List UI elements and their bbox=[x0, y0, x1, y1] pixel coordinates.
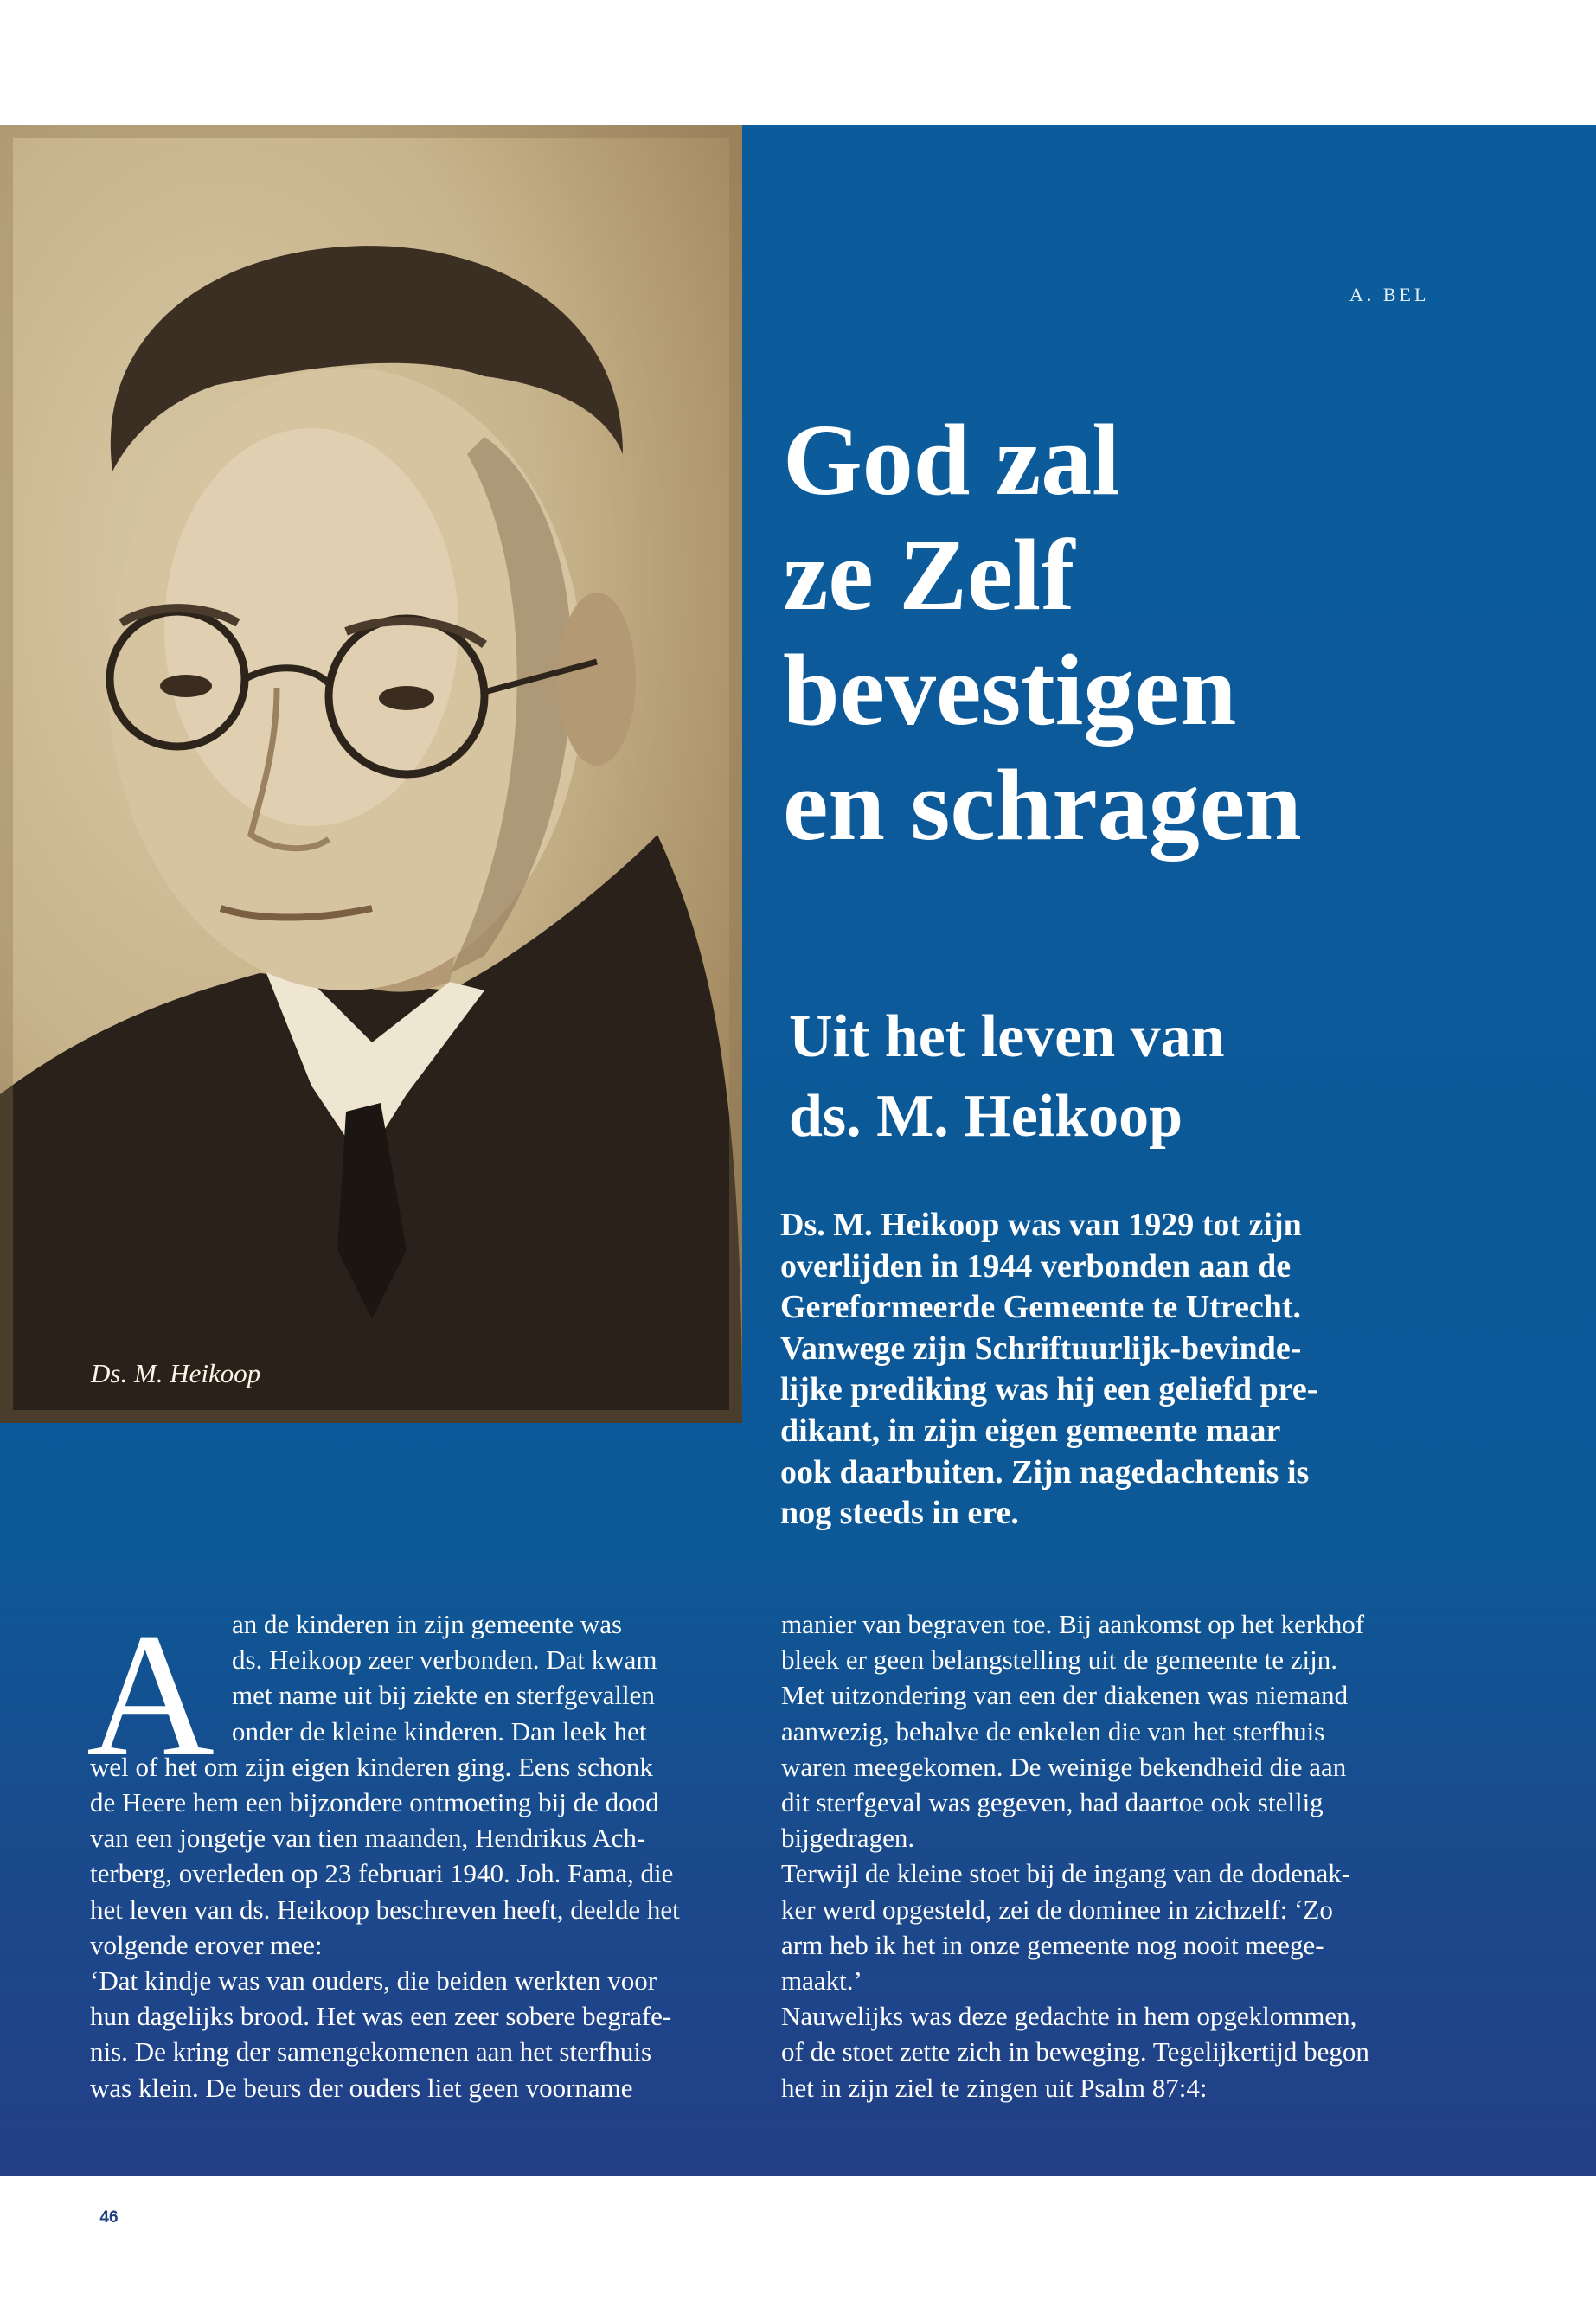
lead-line: nog steeds in ere. bbox=[780, 1495, 1019, 1532]
subtitle-line: ds. M. Heikoop bbox=[789, 1083, 1183, 1150]
body-line: arm heb ik het in onze gemeente nog nooit meege- bbox=[781, 1929, 1324, 1960]
body-line: manier van begraven toe. Bij aankomst op het kerkhof bbox=[781, 1609, 1365, 1639]
body-line: Terwijl de kleine stoet bij de ingang van de dodenak- bbox=[781, 1858, 1351, 1889]
lead-line: Vanwege zijn Schriftuurlijk-bevinde- bbox=[780, 1330, 1302, 1367]
portrait-illustration bbox=[0, 125, 742, 1423]
body-line: van een jongetje van tien maanden, Hendrikus Ach- bbox=[90, 1823, 646, 1854]
lead-line: Gereformeerde Gemeente te Utrecht. bbox=[780, 1289, 1302, 1326]
body-line: onder de kleine kinderen. Dan leek het bbox=[232, 1715, 647, 1747]
body-line: hun dagelijks brood. Het was een zeer sobere begrafe- bbox=[90, 2001, 672, 2032]
page-number: 46 bbox=[90, 2199, 128, 2237]
body-line: of de stoet zette zich in beweging. Tegelijkertijd begon bbox=[781, 2036, 1369, 2067]
drop-cap: A bbox=[87, 1597, 215, 1793]
body-line: terberg, overleden op 23 februari 1940. Joh. Fama, die bbox=[90, 1858, 674, 1889]
body-line: was klein. De beurs der ouders liet geen voorname bbox=[90, 2072, 633, 2103]
body-line: ‘Dat kindje was van ouders, die beiden werkten voor bbox=[90, 1965, 657, 1997]
title-line: ze Zelf bbox=[783, 518, 1075, 631]
lead-line: Ds. M. Heikoop was van 1929 tot zijn bbox=[780, 1207, 1302, 1243]
body-column-left bbox=[90, 1606, 747, 2106]
article-page bbox=[0, 125, 1596, 2227]
body-line: an de kinderen in zijn gemeente was bbox=[232, 1609, 623, 1639]
body-line: nis. De kring der samengekomenen aan het sterfhuis bbox=[90, 2036, 652, 2067]
title-line: en schragen bbox=[783, 748, 1302, 862]
body-column-right bbox=[781, 1606, 1439, 2106]
author-byline: A. BEL bbox=[1349, 284, 1430, 305]
lead-paragraph bbox=[780, 1205, 1438, 1535]
body-line: waren meegekomen. De weinige bekendheid die aan bbox=[781, 1751, 1347, 1782]
body-line: de Heere hem een bijzondere ontmoeting bij de dood bbox=[90, 1787, 659, 1818]
body-line: bijgedragen. bbox=[781, 1823, 915, 1854]
lead-line: lijke prediking was hij een geliefd pre- bbox=[780, 1371, 1318, 1408]
body-line: ker werd opgesteld, zei de dominee in zichzelf: ‘Zo bbox=[781, 1894, 1333, 1925]
title-line: God zal bbox=[783, 403, 1121, 516]
body-line: dit sterfgeval was gegeven, had daartoe ook stellig bbox=[781, 1787, 1324, 1818]
article-title bbox=[783, 402, 1561, 862]
photo-caption: Ds. M. Heikoop bbox=[91, 1358, 261, 1388]
article-subtitle bbox=[789, 997, 1550, 1157]
subtitle-line: Uit het leven van bbox=[789, 1003, 1225, 1070]
body-line: Nauwelijks was deze gedachte in hem opgeklommen, bbox=[781, 2001, 1357, 2032]
body-line: bleek er geen belangstelling uit de gemeente te zijn. bbox=[781, 1644, 1337, 1676]
title-line: bevestigen bbox=[783, 633, 1237, 747]
body-line: wel of het om zijn eigen kinderen ging. Eens schonk bbox=[90, 1751, 653, 1782]
body-line: aanwezig, behalve de enkelen die van het sterfhuis bbox=[781, 1715, 1325, 1747]
body-line: ds. Heikoop zeer verbonden. Dat kwam bbox=[232, 1644, 657, 1676]
lead-line: ook daarbuiten. Zijn nagedachtenis is bbox=[780, 1453, 1310, 1490]
lead-line: overlijden in 1944 verbonden aan de bbox=[780, 1247, 1292, 1285]
body-line: volgende erover mee: bbox=[90, 1929, 323, 1960]
body-line: Met uitzondering van een der diakenen was niemand bbox=[781, 1680, 1349, 1711]
portrait-photo bbox=[0, 125, 742, 1423]
body-line: het in zijn ziel te zingen uit Psalm 87:4: bbox=[781, 2072, 1208, 2103]
lead-line: dikant, in zijn eigen gemeente maar bbox=[780, 1412, 1281, 1449]
body-line: het leven van ds. Heikoop beschreven heeft, deelde het bbox=[90, 1894, 680, 1925]
body-line: met name uit bij ziekte en sterfgevallen bbox=[232, 1680, 655, 1711]
body-line: maakt.’ bbox=[781, 1965, 862, 1997]
